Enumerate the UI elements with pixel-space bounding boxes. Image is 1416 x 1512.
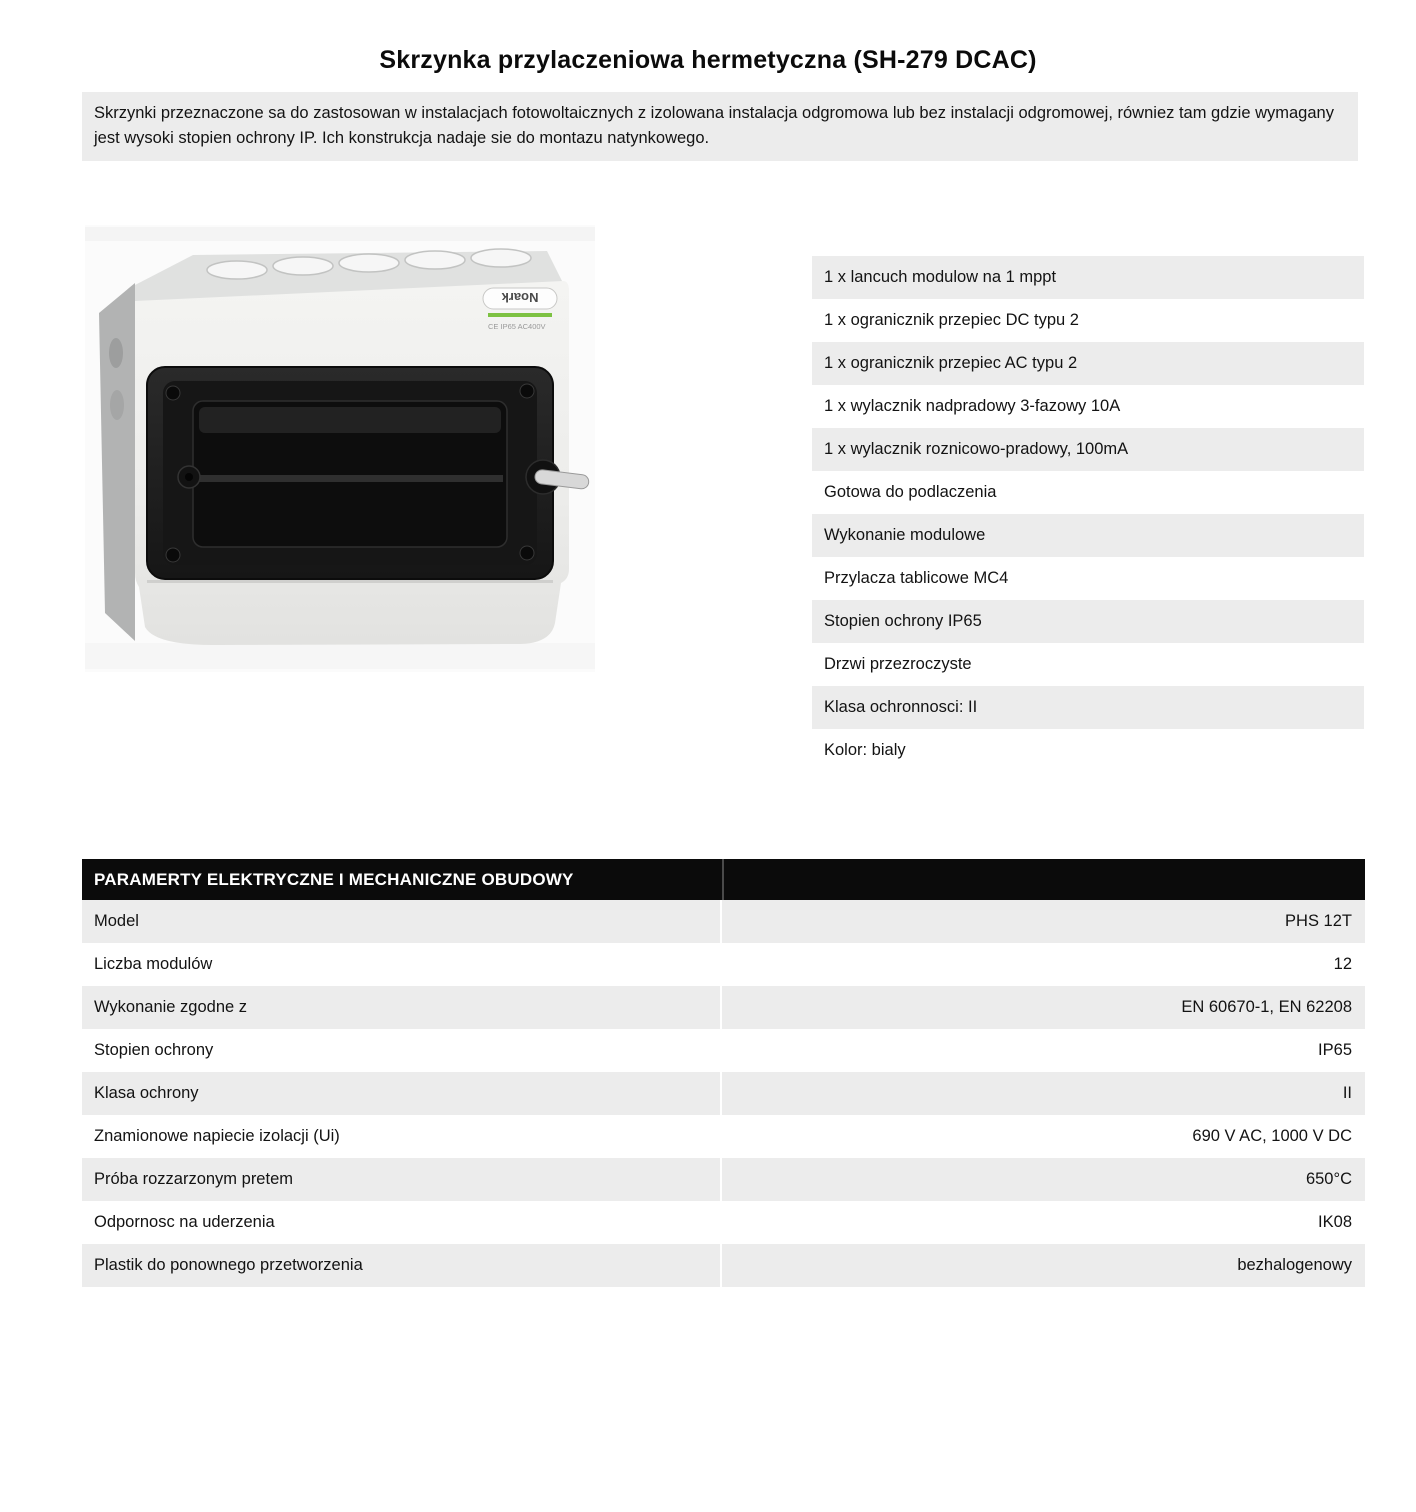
- window-highlight: [199, 407, 501, 433]
- feature-item: 1 x wylacznik nadpradowy 3-fazowy 10A: [812, 385, 1364, 428]
- feature-item: 1 x lancuch modulow na 1 mppt: [812, 256, 1364, 299]
- top-knockout: [339, 254, 399, 272]
- feature-item: Gotowa do podlaczenia: [812, 471, 1364, 514]
- window-rail: [197, 475, 503, 482]
- photo-top-band: [85, 227, 595, 241]
- spec-label: Liczba modulów: [94, 955, 213, 973]
- feature-item: Klasa ochronnosci: II: [812, 686, 1364, 729]
- spec-value: II: [722, 1072, 1365, 1115]
- spec-label: Znamionowe napiecie izolacji (Ui): [94, 1127, 340, 1145]
- top-knockout: [273, 257, 333, 275]
- enclosure-illustration: [85, 225, 595, 672]
- feature-item: 1 x ogranicznik przepiec DC typu 2: [812, 299, 1364, 342]
- spec-label: Stopien ochrony: [94, 1041, 214, 1059]
- spec-table-header-title: PARAMERTY ELEKTRYCZNE I MECHANICZNE OBUDOWY: [94, 869, 574, 889]
- table-row: [82, 1158, 1365, 1201]
- photo-bottom-band: [85, 643, 595, 669]
- feature-item: Stopien ochrony IP65: [812, 600, 1364, 643]
- brand-logo-text: Noark: [501, 290, 539, 305]
- page-title: Skrzynka przylaczeniowa hermetyczna (SH-279 DCAC): [379, 46, 1037, 74]
- feature-item: Przylacza tablicowe MC4: [812, 557, 1364, 600]
- spec-label: Model: [82, 900, 720, 943]
- spec-label: Wykonanie zgodne z: [82, 986, 720, 1029]
- feature-item: Kolor: bialy: [812, 729, 1364, 772]
- door-screw: [166, 548, 180, 562]
- feature-list: [812, 256, 1364, 772]
- side-knockout: [110, 390, 124, 420]
- spec-label: Plastik do ponownego przetworzenia: [82, 1244, 720, 1287]
- door-seam: [147, 580, 553, 583]
- spec-label: Odpornosc na uderzenia: [94, 1213, 275, 1231]
- spec-value: 12: [1333, 955, 1352, 973]
- spec-label: Klasa ochrony: [82, 1072, 720, 1115]
- door-screw: [166, 386, 180, 400]
- table-row: [82, 986, 1365, 1029]
- feature-item: Drzwi przezroczyste: [812, 643, 1364, 686]
- table-row: [82, 1201, 1365, 1244]
- spec-table: [82, 859, 1365, 1287]
- spec-table-header: [82, 859, 1365, 900]
- spec-value: 650°C: [722, 1158, 1365, 1201]
- top-knockout: [207, 261, 267, 279]
- side-knockout: [109, 338, 123, 368]
- feature-item: 1 x wylacznik roznicowo-pradowy, 100mA: [812, 428, 1364, 471]
- table-row: [82, 1072, 1365, 1115]
- table-row: [82, 1029, 1365, 1072]
- spec-value: EN 60670-1, EN 62208: [722, 986, 1365, 1029]
- spec-value: IP65: [1318, 1041, 1352, 1059]
- spec-value: 690 V AC, 1000 V DC: [1192, 1127, 1352, 1145]
- spec-value: bezhalogenowy: [722, 1244, 1365, 1287]
- product-description: Skrzynki przeznaczone sa do zastosowan w instalacjach fotowoltaicznych z izolowana instalacja odgromowa lub bez instalacji odgromowej, równiez tam gdzie wymagany jest wysoki stopien ochrony IP. Ich konstrukcja nadaje sie do montazu natynkowego.: [82, 92, 1358, 161]
- top-knockout: [471, 249, 531, 267]
- table-row: [82, 900, 1365, 943]
- table-row: [82, 1115, 1365, 1158]
- spec-value: PHS 12T: [722, 900, 1365, 943]
- door-hinge-pin: [185, 473, 193, 481]
- spec-value: IK08: [1318, 1213, 1352, 1231]
- spec-label: Próba rozzarzonym pretem: [82, 1158, 720, 1201]
- spec-table-header-spacer: [722, 859, 1365, 900]
- product-image: [85, 225, 595, 672]
- feature-item: 1 x ogranicznik przepiec AC typu 2: [812, 342, 1364, 385]
- brand-badge-text: CE IP65 AC400V: [488, 322, 546, 331]
- feature-item: Wykonanie modulowe: [812, 514, 1364, 557]
- top-knockout: [405, 251, 465, 269]
- door-screw: [520, 384, 534, 398]
- table-row: [82, 943, 1365, 986]
- table-row: [82, 1244, 1365, 1287]
- door-screw: [520, 546, 534, 560]
- brand-green-bar: [488, 313, 552, 317]
